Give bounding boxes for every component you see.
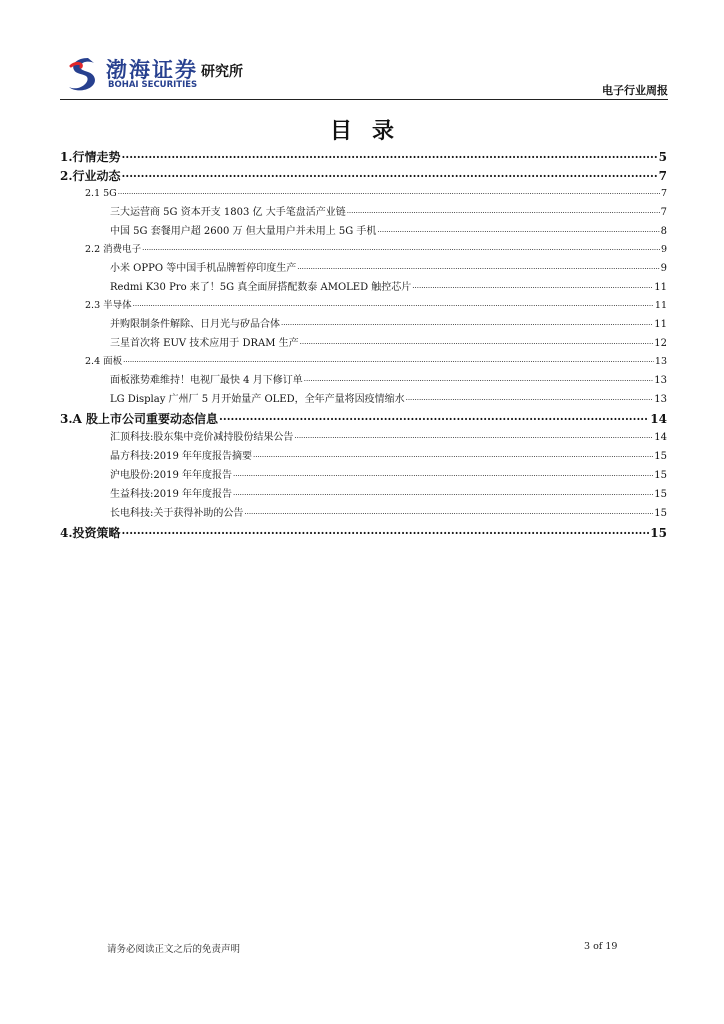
toc-entry[interactable] bbox=[60, 445, 667, 464]
toc-entry[interactable] bbox=[60, 332, 667, 351]
toc-entry[interactable] bbox=[60, 257, 667, 276]
toc-entry-label: 三星首次将 EUV 技术应用于 DRAM 生产 bbox=[110, 338, 299, 349]
toc-entry-label: Redmi K30 Pro 来了！5G 真全面屏搭配数泰 AMOLED 触控芯片 bbox=[110, 282, 412, 293]
toc-entry-label: LG Display 广州厂 5 月开始量产 OLED，全年产量将因疫情缩水 bbox=[110, 394, 405, 405]
toc-dot-leader bbox=[281, 316, 653, 330]
table-of-contents bbox=[60, 145, 667, 540]
toc-entry[interactable] bbox=[60, 313, 667, 332]
toc-entry[interactable] bbox=[60, 201, 667, 220]
toc-entry[interactable] bbox=[60, 502, 667, 521]
toc-entry-label: 2.3 半导体 bbox=[85, 300, 132, 311]
toc-dot-leader bbox=[347, 204, 660, 218]
toc-entry-label: 晶方科技:2019 年年度报告摘要 bbox=[110, 451, 252, 462]
toc-entry-label: 汇顶科技:股东集中竞价减持股份结果公告 bbox=[110, 432, 294, 443]
toc-dot-leader bbox=[122, 167, 658, 181]
toc-entry[interactable] bbox=[60, 145, 667, 164]
logo-english-name: BOHAI SECURITIES bbox=[108, 80, 198, 90]
toc-entry[interactable] bbox=[60, 239, 667, 257]
toc-entry-page-number: 15 bbox=[654, 508, 667, 519]
toc-entry-label: 1.行情走势 bbox=[60, 150, 121, 164]
report-type-label: 电子行业周报 bbox=[602, 84, 668, 97]
toc-entry-label: 2.4 面板 bbox=[85, 356, 123, 367]
toc-dot-leader bbox=[300, 335, 654, 349]
toc-entry[interactable] bbox=[60, 407, 667, 426]
toc-title: 目录 bbox=[329, 118, 414, 144]
toc-dot-leader bbox=[219, 410, 649, 424]
toc-entry-label: 3.A 股上市公司重要动态信息 bbox=[60, 412, 219, 426]
toc-entry-page-number: 14 bbox=[654, 432, 667, 443]
toc-entry-page-number: 11 bbox=[654, 300, 667, 311]
toc-entry-page-number: 12 bbox=[654, 338, 667, 349]
toc-entry-label: 三大运营商 5G 资本开支 1803 亿 大手笔盘活产业链 bbox=[110, 207, 346, 218]
toc-entry-label: 4.投资策略 bbox=[60, 526, 121, 540]
toc-entry-page-number: 7 bbox=[658, 169, 667, 183]
toc-entry-page-number: 15 bbox=[654, 489, 667, 500]
toc-entry[interactable] bbox=[60, 369, 667, 388]
toc-dot-leader bbox=[406, 391, 654, 405]
toc-entry-page-number: 8 bbox=[660, 226, 667, 237]
toc-dot-leader bbox=[294, 429, 653, 443]
toc-entry-label: 面板涨势难维持！电视厂最快 4 月下修订单 bbox=[110, 375, 303, 386]
toc-entry-page-number: 11 bbox=[654, 319, 667, 330]
header-divider bbox=[60, 99, 668, 100]
toc-dot-leader bbox=[377, 223, 659, 237]
toc-entry-page-number: 13 bbox=[654, 375, 667, 386]
toc-entry[interactable] bbox=[60, 464, 667, 483]
toc-entry-label: 生益科技:2019 年年度报告 bbox=[110, 489, 232, 500]
page-header bbox=[60, 48, 668, 100]
toc-dot-leader bbox=[297, 260, 659, 274]
toc-entry-page-number: 7 bbox=[660, 207, 667, 218]
toc-entry[interactable] bbox=[60, 164, 667, 183]
toc-dot-leader bbox=[122, 524, 650, 538]
toc-entry[interactable] bbox=[60, 220, 667, 239]
toc-dot-leader bbox=[304, 372, 654, 386]
logo-chinese-name: 渤海证券 bbox=[106, 58, 198, 82]
toc-entry-page-number: 13 bbox=[654, 356, 667, 367]
toc-dot-leader bbox=[233, 486, 653, 500]
toc-entry[interactable] bbox=[60, 388, 667, 407]
toc-dot-leader bbox=[122, 148, 658, 162]
footer-disclaimer: 请务必阅读正文之后的免责声明 bbox=[107, 944, 241, 955]
toc-dot-leader bbox=[142, 241, 660, 255]
toc-entry[interactable] bbox=[60, 295, 667, 313]
toc-dot-leader bbox=[118, 185, 660, 199]
toc-entry-page-number: 15 bbox=[650, 526, 667, 540]
toc-dot-leader bbox=[233, 467, 653, 481]
toc-entry[interactable] bbox=[60, 183, 667, 201]
toc-entry-label: 长电科技:关于获得补助的公告 bbox=[110, 508, 244, 519]
toc-dot-leader bbox=[123, 353, 654, 367]
toc-entry-page-number: 15 bbox=[654, 470, 667, 481]
toc-entry[interactable] bbox=[60, 483, 667, 502]
toc-dot-leader bbox=[253, 448, 653, 462]
toc-entry[interactable] bbox=[60, 426, 667, 445]
toc-entry[interactable] bbox=[60, 351, 667, 369]
toc-entry-page-number: 11 bbox=[654, 282, 667, 293]
toc-dot-leader bbox=[244, 505, 653, 519]
toc-entry-label: 沪电股份:2019 年年度报告 bbox=[110, 470, 232, 481]
toc-entry[interactable] bbox=[60, 276, 667, 295]
toc-entry-label: 小米 OPPO 等中国手机品牌暂停印度生产 bbox=[110, 263, 297, 274]
toc-entry-page-number: 9 bbox=[660, 263, 667, 274]
toc-entry-page-number: 13 bbox=[654, 394, 667, 405]
bohai-logo-icon bbox=[68, 56, 98, 92]
toc-entry-label: 中国 5G 套餐用户超 2600 万 但大量用户并未用上 5G 手机 bbox=[110, 226, 377, 237]
toc-entry-page-number: 5 bbox=[658, 150, 667, 164]
toc-entry-page-number: 7 bbox=[660, 188, 667, 199]
footer-page-indicator: 3 of 19 bbox=[584, 941, 618, 952]
toc-entry-label: 并购限制条件解除、日月光与矽品合体 bbox=[110, 319, 280, 330]
toc-entry[interactable] bbox=[60, 521, 667, 540]
toc-entry-label: 2.行业动态 bbox=[60, 169, 121, 183]
toc-entry-label: 2.2 消费电子 bbox=[85, 244, 142, 255]
toc-entry-page-number: 15 bbox=[654, 451, 667, 462]
toc-entry-label: 2.1 5G bbox=[85, 188, 117, 199]
toc-dot-leader bbox=[133, 297, 654, 311]
toc-entry-page-number: 9 bbox=[660, 244, 667, 255]
toc-entry-page-number: 14 bbox=[650, 412, 667, 426]
toc-dot-leader bbox=[412, 279, 653, 293]
logo-institute-label: 研究所 bbox=[201, 64, 243, 80]
